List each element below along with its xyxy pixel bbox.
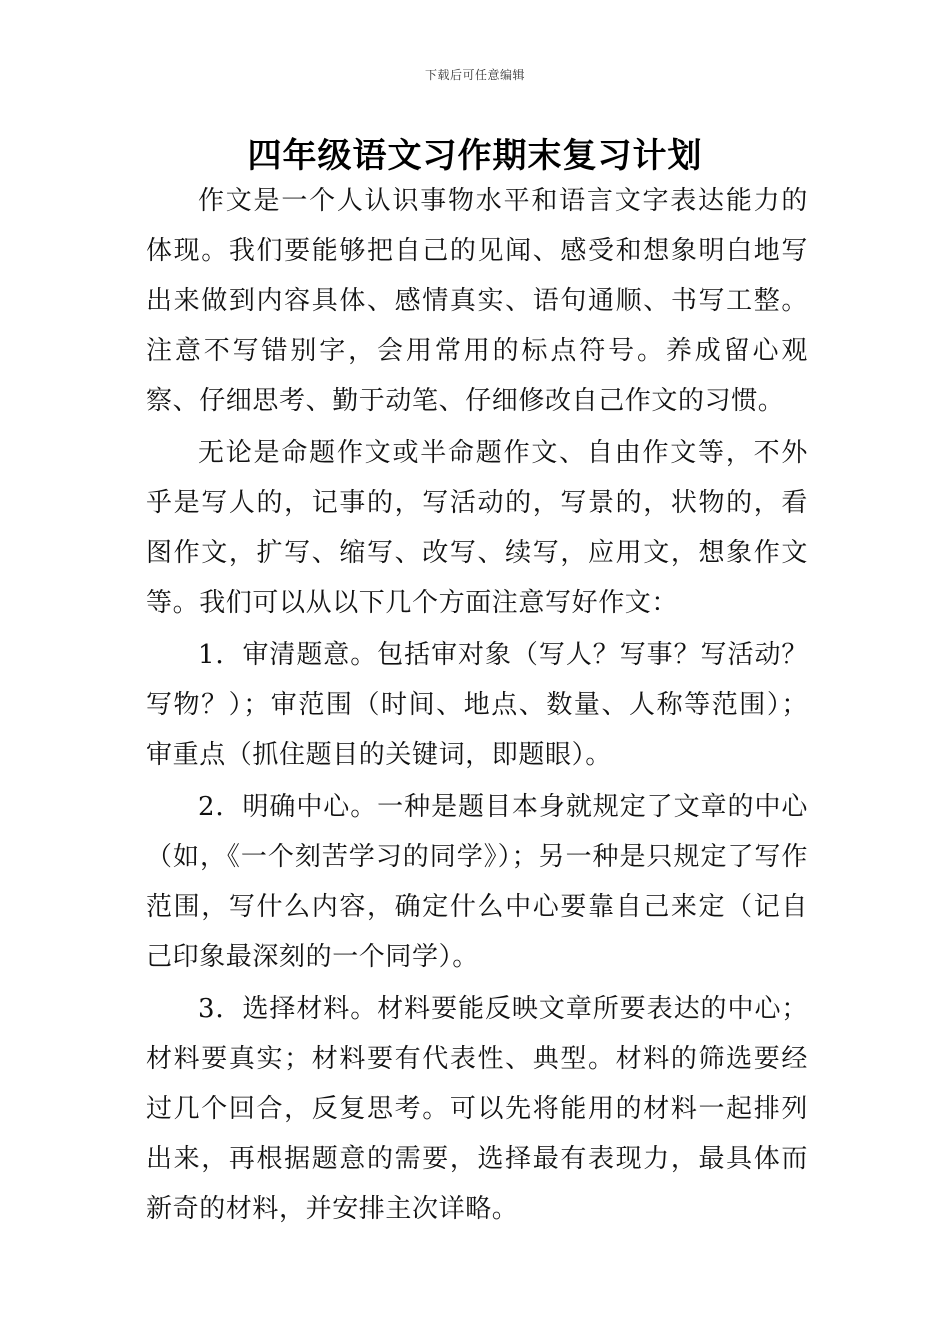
header-note: 下载后可任意编辑: [424, 68, 525, 82]
paragraph-point-2: 2．明确中心。一种是题目本身就规定了文章的中心（如，《一个刻苦学习的同学》）；另一种是只规定了写作范围，写什么内容，确定什么中心要靠自己来定（记自己印象最深刻的一个同学）。: [146, 792, 808, 972]
paragraph-types: 无论是命题作文或半命题作文、自由作文等，不外乎是写人的，记事的，写活动的，写景的，状物的，看图作文，扩写、缩写、改写、续写，应用文，想象作文等。我们可以从以下几个方面注意写好作文：: [146, 438, 808, 618]
document-body: [146, 176, 808, 1236]
document-title: 四年级语文习作期末复习计划: [247, 136, 703, 176]
paragraph-intro: 作文是一个人认识事物水平和语言文字表达能力的体现。我们要能够把自己的见闻、感受和想象明白地写出来做到内容具体、感情真实、语句通顺、书写工整。注意不写错别字，会用常用的标点符号。养成留心观察、仔细思考、勤于动笔、仔细修改自己作文的习惯。: [146, 186, 808, 416]
paragraph-point-1: 1．审清题意。包括审对象（写人？写事？写活动？写物？）；审范围（时间、地点、数量、人称等范围）；审重点（抓住题目的关键词，即题眼）。: [146, 640, 808, 770]
paragraph-point-3: 3．选择材料。材料要能反映文章所要表达的中心；材料要真实；材料要有代表性、典型。材料的筛选要经过几个回合，反复思考。可以先将能用的材料一起排列出来，再根据题意的需要，选择最有表现力，最具体而新奇的材料，并安排主次详略。: [146, 994, 808, 1224]
